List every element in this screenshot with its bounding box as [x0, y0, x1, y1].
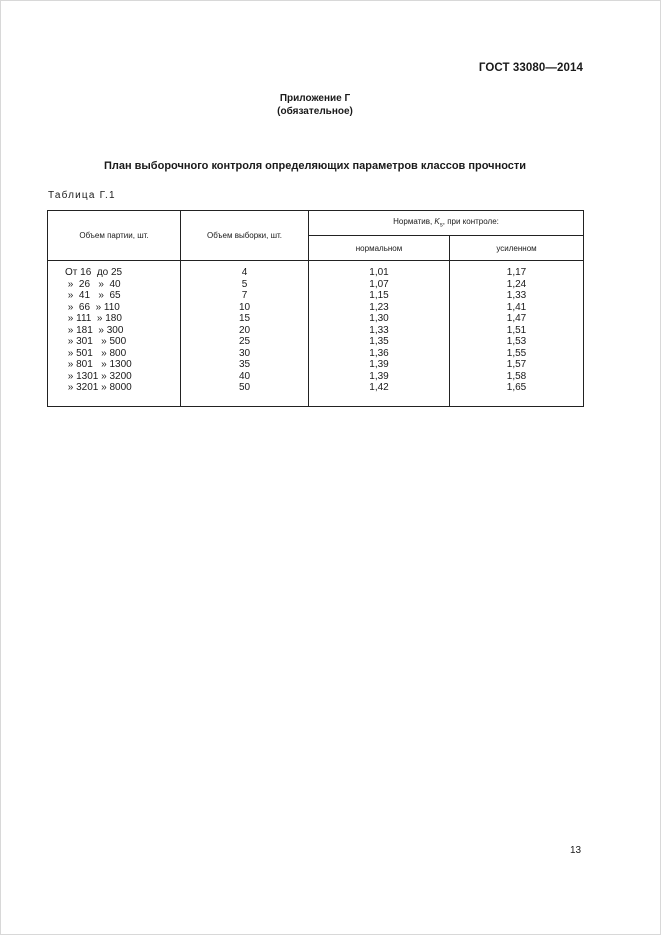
- table-caption: Таблица Г.1: [48, 190, 116, 201]
- normal-cell: 1,35: [369, 336, 389, 347]
- party-column: [48, 261, 181, 407]
- appendix-title: Приложение Г: [279, 93, 351, 104]
- tightened-cell: 1,55: [506, 347, 527, 359]
- header-normative-symbol: K: [434, 217, 440, 227]
- sample-cell: 4: [241, 267, 248, 278]
- appendix-heading: [0, 92, 630, 118]
- tightened-column: [450, 261, 584, 407]
- party-cell: » 41 » 65: [65, 290, 121, 301]
- party-cell: » 26 » 40: [65, 278, 121, 290]
- normal-cell: 1,01: [369, 267, 389, 278]
- sample-cell: 25: [238, 336, 251, 347]
- sample-cell: 7: [241, 290, 248, 301]
- sample-cell: 10: [238, 301, 251, 313]
- normal-cell: 1,07: [369, 278, 389, 290]
- sample-cell: 35: [238, 359, 251, 370]
- normal-cell: 1,23: [369, 301, 389, 313]
- document-code: ГОСТ 33080—2014: [478, 62, 583, 74]
- header-party-volume: Объем партии, шт.: [48, 211, 181, 261]
- header-tightened: усиленном: [450, 236, 584, 261]
- sample-cell: 50: [238, 382, 251, 393]
- plan-title: План выборочного контроля определяющих параметров классов прочности: [103, 160, 527, 172]
- header-normative-sub: s: [439, 222, 443, 229]
- sample-cell: 30: [238, 347, 251, 359]
- sample-cell: 15: [238, 313, 251, 324]
- tightened-cell: 1,57: [506, 359, 527, 370]
- party-cell: » 181 » 300: [65, 324, 124, 336]
- normal-cell: 1,39: [369, 370, 389, 382]
- header-normative-suffix: , при контроле:: [442, 217, 499, 227]
- party-cell: От 16 до 25: [65, 267, 123, 278]
- party-cell: » 1301 » 3200: [65, 370, 132, 382]
- sample-cell: 5: [241, 278, 248, 290]
- party-cell: » 801 » 1300: [65, 359, 132, 370]
- tightened-cell: 1,41: [506, 301, 527, 313]
- header-normal: нормальном: [309, 236, 450, 261]
- normal-column: [309, 261, 450, 407]
- tightened-cell: 1,17: [506, 267, 527, 278]
- party-cell: » 66 » 110: [65, 301, 120, 313]
- header-normative: [309, 211, 584, 236]
- tightened-cell: 1,51: [506, 324, 527, 336]
- header-normative-prefix: Норматив,: [393, 217, 435, 227]
- tightened-cell: 1,53: [506, 336, 527, 347]
- tightened-cell: 1,24: [506, 278, 527, 290]
- normal-cell: 1,36: [369, 347, 389, 359]
- normal-cell: 1,42: [369, 382, 389, 393]
- sample-column: [181, 261, 309, 407]
- sampling-plan-table: [47, 210, 584, 407]
- party-cell: » 301 » 500: [65, 336, 127, 347]
- party-cell: » 3201 » 8000: [65, 382, 132, 393]
- sample-cell: 40: [238, 370, 251, 382]
- tightened-cell: 1,33: [506, 290, 527, 301]
- tightened-cell: 1,58: [506, 370, 527, 382]
- table-row: [48, 261, 584, 407]
- sample-cell: 20: [238, 324, 251, 336]
- normal-cell: 1,33: [369, 324, 389, 336]
- tightened-cell: 1,47: [506, 313, 527, 324]
- normal-cell: 1,39: [369, 359, 389, 370]
- party-cell: » 501 » 800: [65, 347, 127, 359]
- party-cell: » 111 » 180: [65, 313, 122, 324]
- appendix-subtitle: (обязательное): [277, 106, 353, 117]
- normal-cell: 1,15: [369, 290, 389, 301]
- header-sample-volume: Объем выборки, шт.: [181, 211, 309, 261]
- normal-cell: 1,30: [369, 313, 389, 324]
- page-number: 13: [570, 845, 582, 856]
- tightened-cell: 1,65: [506, 382, 527, 393]
